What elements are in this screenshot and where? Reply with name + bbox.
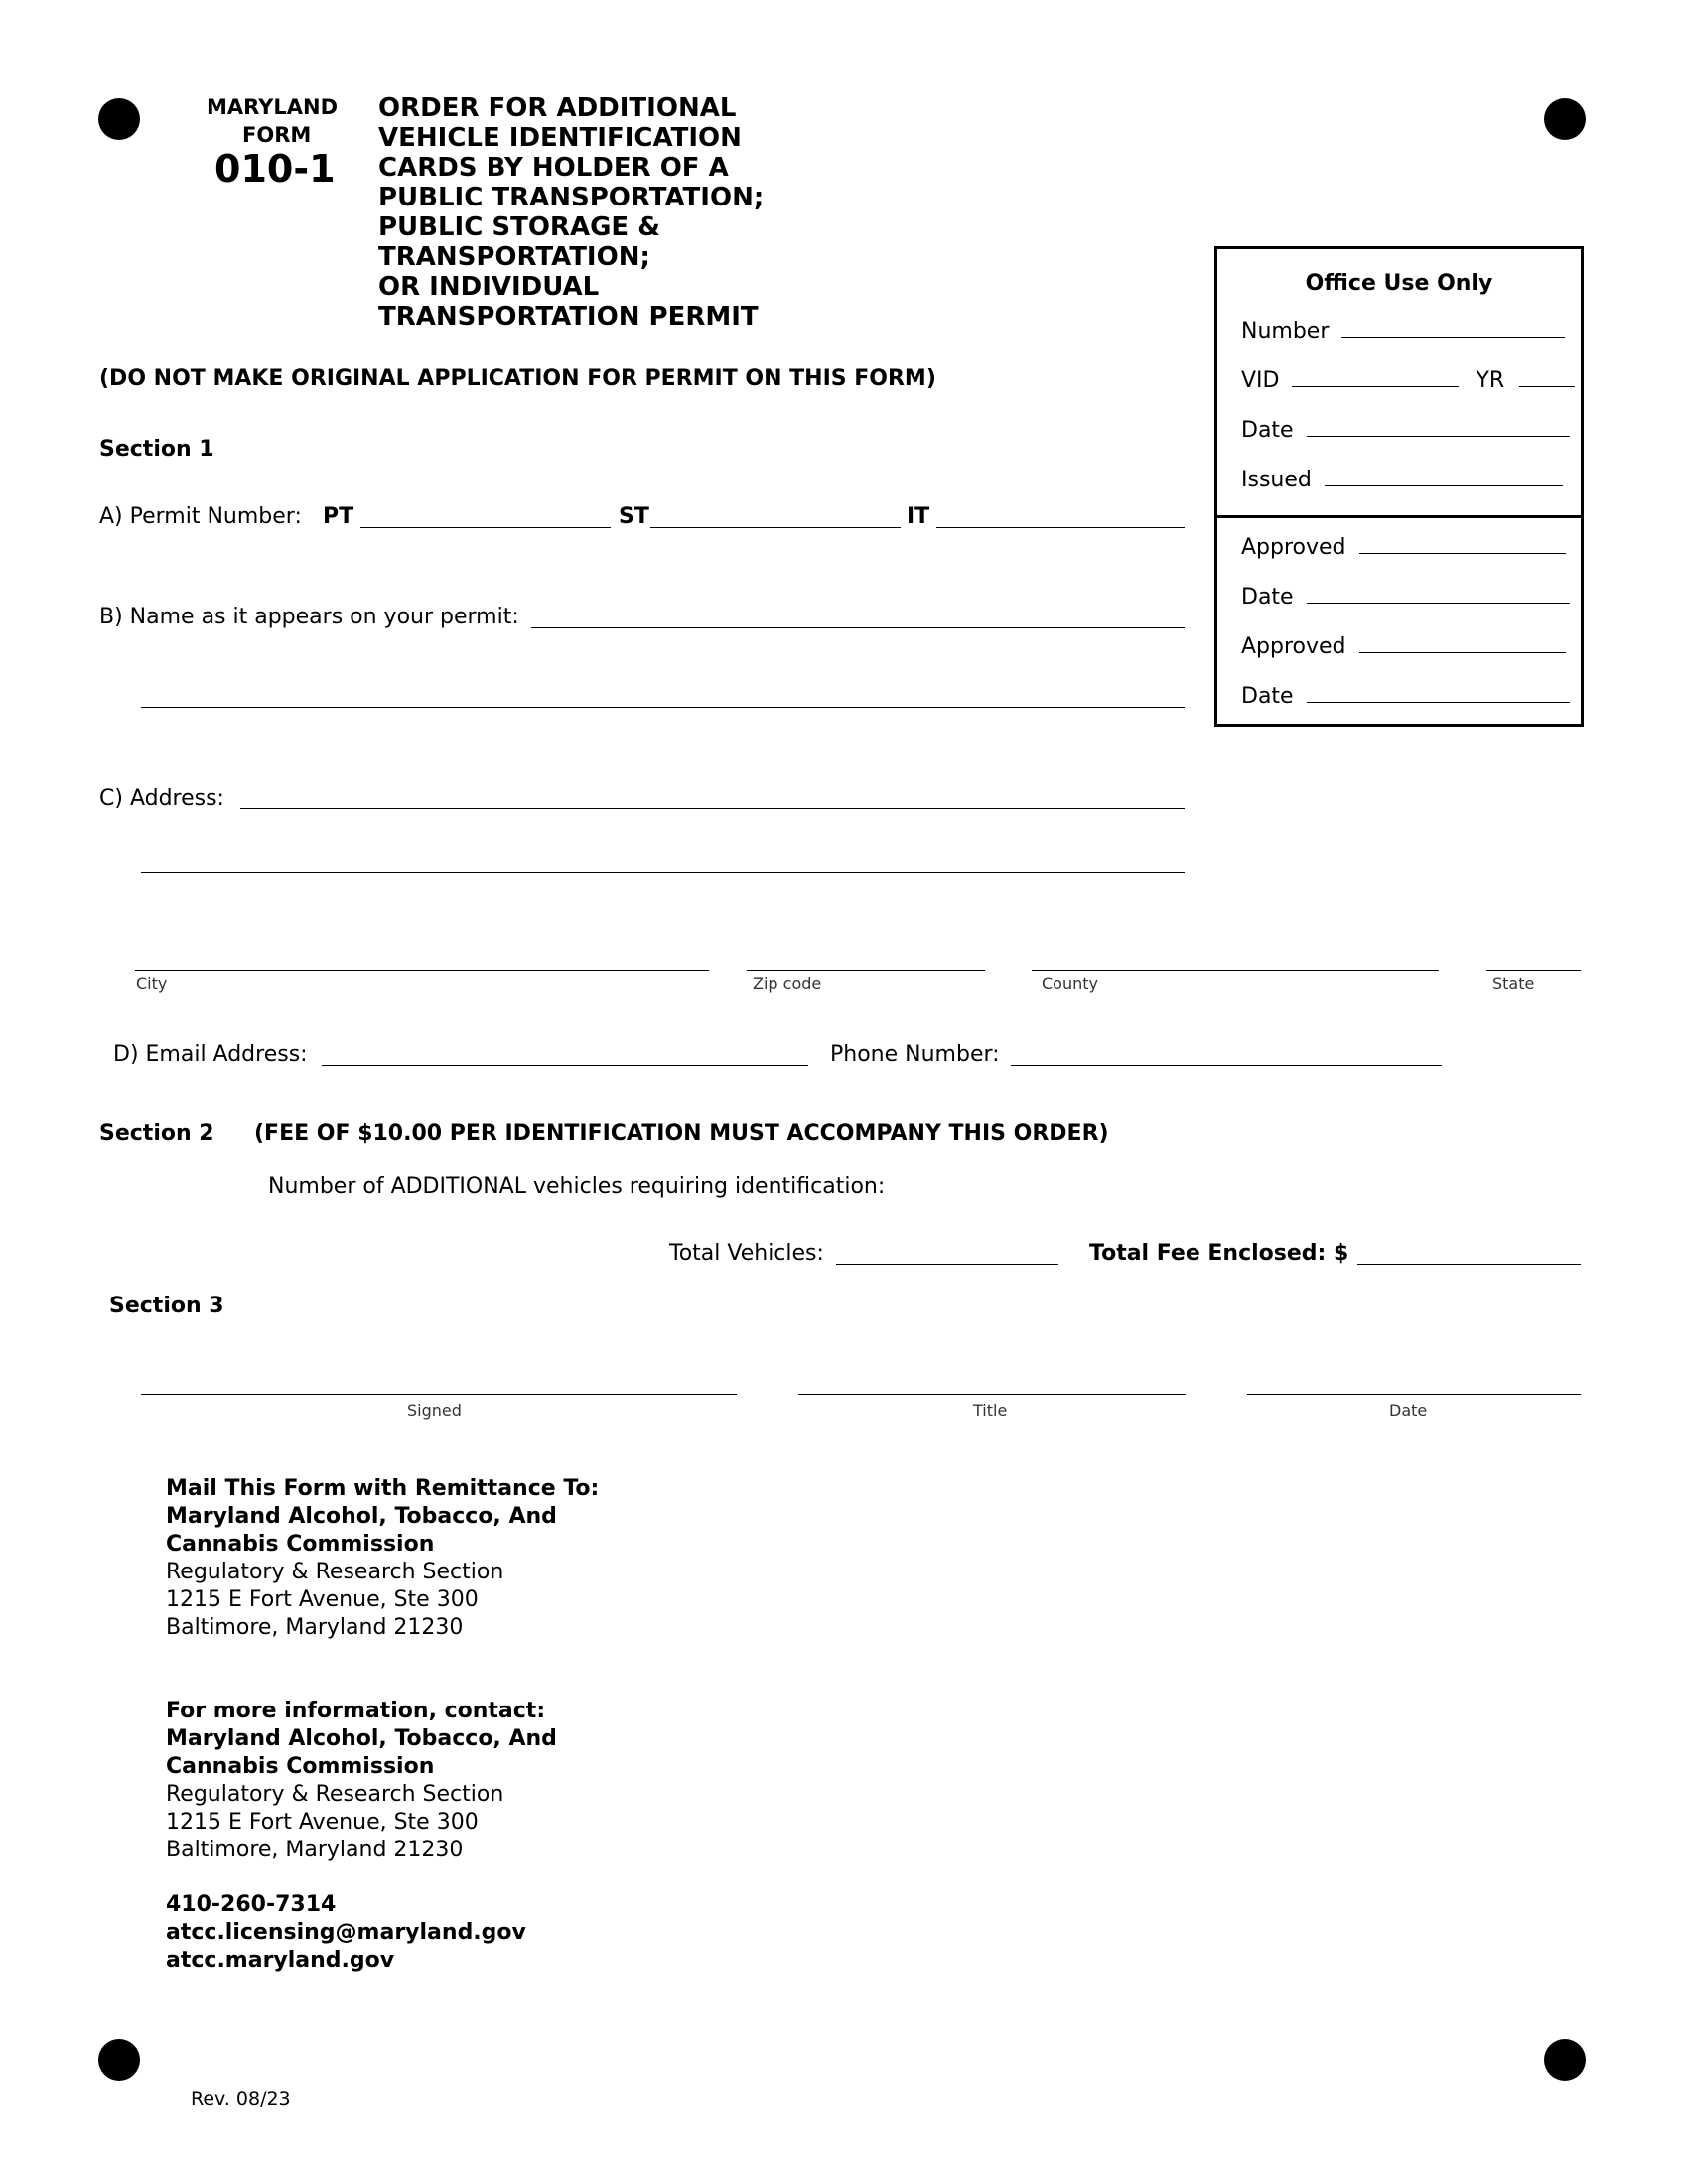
office-date-field[interactable] <box>1307 418 1570 437</box>
address-field[interactable] <box>240 808 1185 809</box>
city-caption: City <box>136 974 168 993</box>
office-approved2-date-field[interactable] <box>1307 684 1570 703</box>
info-org-line-1: Maryland Alcohol, Tobacco, And <box>166 1726 557 1751</box>
address-field-2[interactable] <box>141 872 1185 873</box>
email-field[interactable] <box>322 1065 808 1066</box>
office-date-label: Date <box>1241 418 1294 443</box>
signature-date-field[interactable] <box>1247 1394 1581 1395</box>
punch-hole-top-left <box>98 98 140 140</box>
office-box-divider <box>1217 515 1581 518</box>
signature-field[interactable] <box>141 1394 737 1395</box>
mail-org-line-1: Maryland Alcohol, Tobacco, And <box>166 1504 557 1529</box>
permit-it-label: IT <box>907 504 930 529</box>
title-line: CARDS BY HOLDER OF A <box>378 153 729 183</box>
address-label: C) Address: <box>99 786 224 811</box>
contact-email-link[interactable]: atcc.licensing@maryland.gov <box>166 1920 526 1945</box>
office-approved-label: Approved <box>1241 535 1346 560</box>
zip-field[interactable] <box>747 970 985 971</box>
mail-heading: Mail This Form with Remittance To: <box>166 1476 600 1501</box>
permit-pt-label: PT <box>323 504 354 529</box>
office-approved2-row <box>1241 634 1566 659</box>
total-fee-field[interactable] <box>1357 1264 1581 1265</box>
title-line: TRANSPORTATION; <box>378 242 650 272</box>
permit-pt-field[interactable] <box>360 527 611 528</box>
mail-org-line-2: Cannabis Commission <box>166 1532 435 1557</box>
mail-street: 1215 E Fort Avenue, Ste 300 <box>166 1587 479 1612</box>
info-city: Baltimore, Maryland 21230 <box>166 1838 464 1862</box>
office-approved2-field[interactable] <box>1359 634 1566 653</box>
office-approved2-date-row <box>1241 684 1570 709</box>
zip-caption: Zip code <box>753 974 822 993</box>
punch-hole-bottom-right <box>1544 2039 1586 2081</box>
title-caption: Title <box>973 1401 1008 1420</box>
office-approved-field[interactable] <box>1359 535 1566 554</box>
state-field[interactable] <box>1486 970 1581 971</box>
form-title <box>378 93 764 332</box>
fee-notice: (FEE OF $10.00 PER IDENTIFICATION MUST ACCOMPANY THIS ORDER) <box>254 1121 1109 1146</box>
form-number: 010-1 <box>214 147 336 191</box>
office-approved-date-row <box>1241 585 1570 610</box>
email-label: D) Email Address: <box>113 1042 308 1067</box>
permit-st-label: ST <box>619 504 649 529</box>
city-field[interactable] <box>135 970 709 971</box>
office-approved-date-field[interactable] <box>1307 585 1570 604</box>
mail-department: Regulatory & Research Section <box>166 1560 504 1584</box>
contact-phone: 410-260-7314 <box>166 1892 337 1917</box>
title-line: VEHICLE IDENTIFICATION <box>378 123 742 153</box>
info-department: Regulatory & Research Section <box>166 1782 504 1807</box>
permit-st-field[interactable] <box>650 527 901 528</box>
office-number-field[interactable] <box>1341 319 1565 338</box>
section-2-title: Section 2 <box>99 1121 214 1146</box>
office-issued-label: Issued <box>1241 468 1312 492</box>
title-line: PUBLIC STORAGE & <box>378 212 660 242</box>
state-caption: State <box>1492 974 1535 993</box>
office-approved-date-label: Date <box>1241 585 1294 610</box>
phone-field[interactable] <box>1011 1065 1442 1066</box>
office-number-row <box>1241 319 1565 343</box>
permit-it-field[interactable] <box>936 527 1185 528</box>
office-use-title: Office Use Only <box>1305 271 1493 296</box>
phone-label: Phone Number: <box>830 1042 1000 1067</box>
revision-label: Rev. 08/23 <box>191 2088 291 2110</box>
county-field[interactable] <box>1032 970 1439 971</box>
contact-website-link[interactable]: atcc.maryland.gov <box>166 1948 395 1973</box>
additional-vehicles-prompt: Number of ADDITIONAL vehicles requiring identification: <box>268 1174 886 1199</box>
info-street: 1215 E Fort Avenue, Ste 300 <box>166 1810 479 1835</box>
office-vid-label: VID <box>1241 368 1280 393</box>
form-word-label: FORM <box>242 123 312 147</box>
title-line: ORDER FOR ADDITIONAL <box>378 93 737 123</box>
mail-city: Baltimore, Maryland 21230 <box>166 1615 464 1640</box>
date-caption: Date <box>1389 1401 1428 1420</box>
office-issued-field[interactable] <box>1325 468 1563 486</box>
office-yr-label: YR <box>1476 368 1505 393</box>
office-issued-row <box>1241 468 1563 492</box>
info-heading: For more information, contact: <box>166 1699 546 1723</box>
info-org-line-2: Cannabis Commission <box>166 1754 435 1779</box>
office-approved2-date-label: Date <box>1241 684 1294 709</box>
signer-title-field[interactable] <box>798 1394 1186 1395</box>
title-line: PUBLIC TRANSPORTATION; <box>378 183 765 212</box>
office-date-row <box>1241 418 1570 443</box>
section-3-title: Section 3 <box>109 1294 224 1318</box>
permit-number-label: A) Permit Number: <box>99 504 302 529</box>
office-number-label: Number <box>1241 319 1330 343</box>
office-vid-row <box>1241 368 1575 393</box>
title-line: TRANSPORTATION PERMIT <box>378 302 759 332</box>
office-approved2-label: Approved <box>1241 634 1346 659</box>
county-caption: County <box>1042 974 1098 993</box>
punch-hole-top-right <box>1544 98 1586 140</box>
total-vehicles-label: Total Vehicles: <box>669 1241 824 1266</box>
signed-caption: Signed <box>407 1401 462 1420</box>
section-1-title: Section 1 <box>99 437 214 462</box>
office-use-only-box <box>1214 246 1584 727</box>
office-vid-field[interactable] <box>1292 368 1459 387</box>
permit-name-label: B) Name as it appears on your permit: <box>99 605 519 629</box>
punch-hole-bottom-left <box>98 2039 140 2081</box>
permit-name-field[interactable] <box>531 627 1185 628</box>
office-approved-row <box>1241 535 1566 560</box>
total-vehicles-field[interactable] <box>836 1264 1058 1265</box>
form-state-label: MARYLAND <box>207 95 339 119</box>
title-line: OR INDIVIDUAL <box>378 272 600 302</box>
original-application-notice: (DO NOT MAKE ORIGINAL APPLICATION FOR PERMIT ON THIS FORM) <box>99 366 936 391</box>
office-yr-field[interactable] <box>1519 368 1575 387</box>
permit-name-field-2[interactable] <box>141 707 1185 708</box>
total-fee-label: Total Fee Enclosed: $ <box>1089 1241 1349 1266</box>
